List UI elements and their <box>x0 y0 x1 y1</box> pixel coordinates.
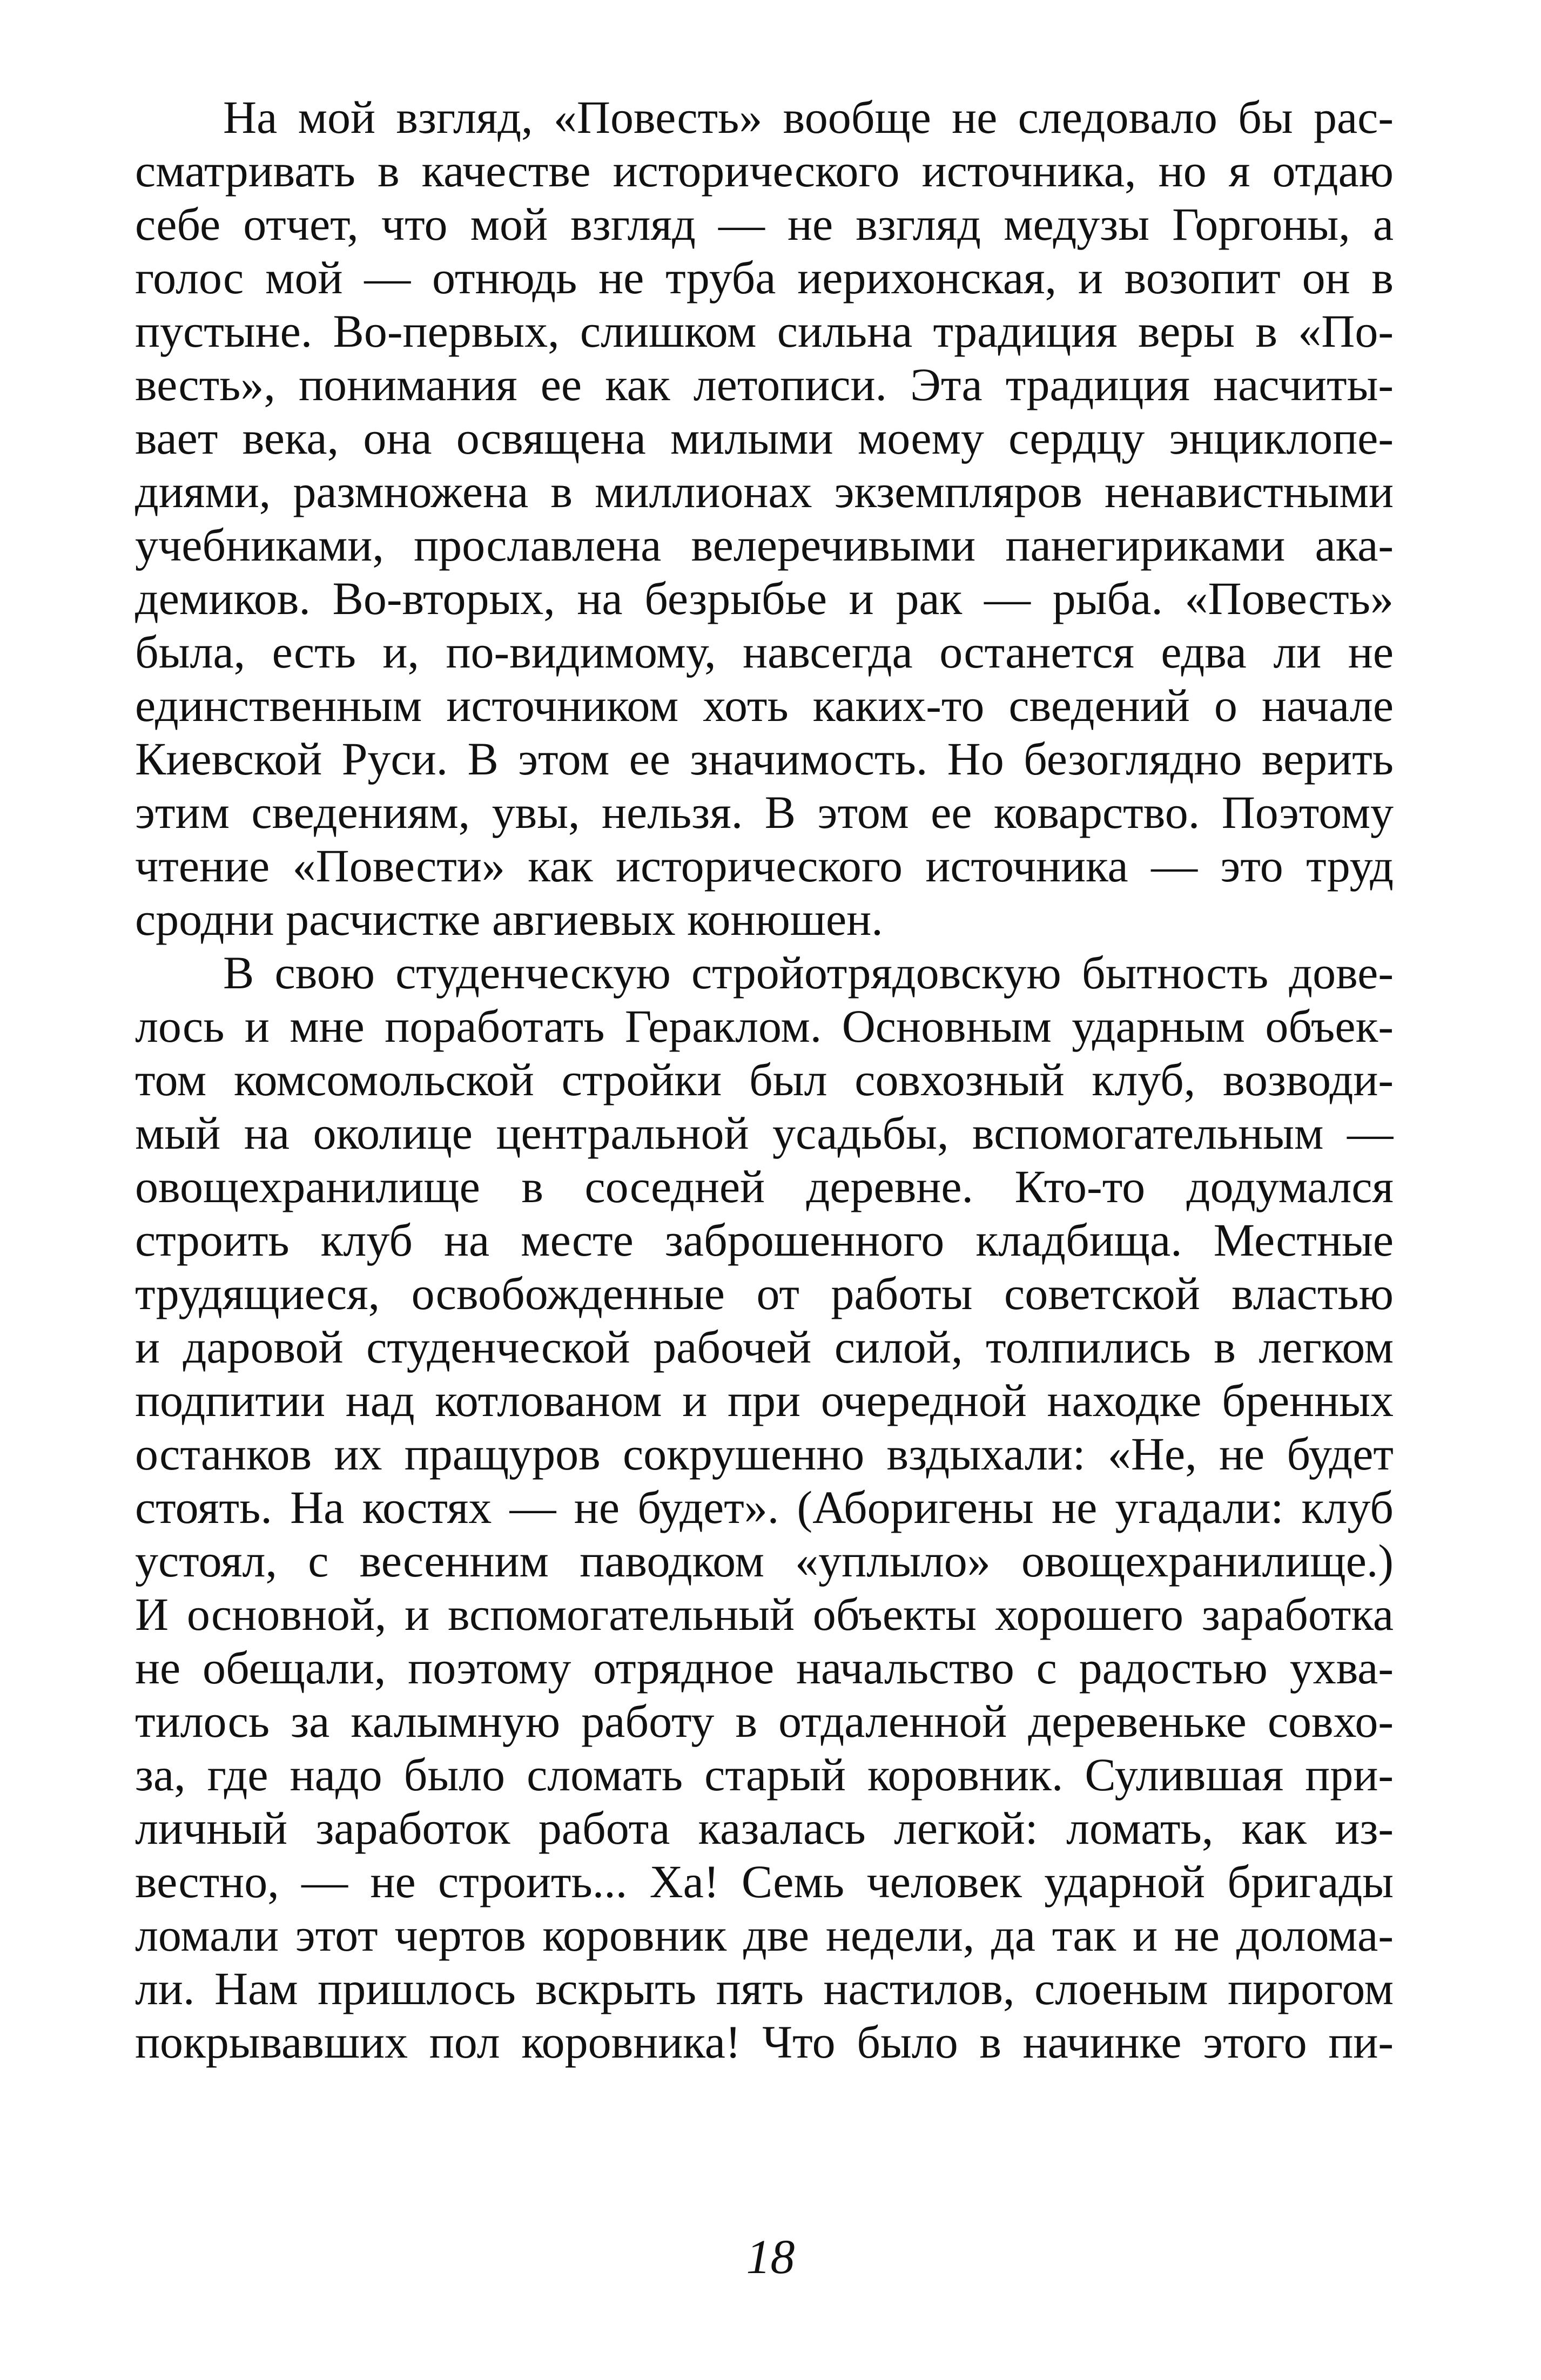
page-number: 18 <box>746 2230 795 2284</box>
text-line: и даровой студенческой рабочей силой, толпились в легком <box>135 1321 1394 1373</box>
text-line: ломали этот чертов коровник две недели, да так и не доломa- <box>135 1909 1394 1961</box>
text-line: лось и мне поработать Гераклом. Основным ударным объек- <box>135 1000 1394 1052</box>
text-line: не обещали, поэтому отрядное начальство с радостью ухва- <box>135 1642 1394 1694</box>
text-line: вает века, она освящена милыми моему сердцу энциклопе- <box>135 412 1394 464</box>
text-line: чтение «Повести» как исторического источника — это труд <box>135 840 1394 892</box>
text-line: себе отчет, что мой взгляд — не взгляд медузы Горгоны, а <box>135 198 1394 250</box>
text-line: останков их пращуров сокрушенно вздыхали: «Не, не будет <box>135 1428 1394 1480</box>
text-line: строить клуб на месте заброшенного кладбища. Местные <box>135 1214 1394 1266</box>
text-line: сродни расчистке авгиевых конюшен. <box>135 893 883 945</box>
text-line: за, где надо было сломать старый коровник. Сулившая при- <box>135 1749 1394 1801</box>
text-line: том комсомольской стройки был совхозный клуб, возводи- <box>135 1054 1394 1105</box>
paragraph-1 <box>135 91 1394 946</box>
text-line: стоять. На костях — не будет». (Аборигены не угадали: клуб <box>135 1481 1394 1533</box>
text-line: овощехранилище в соседней деревне. Кто-то додумался <box>135 1161 1394 1212</box>
text-line: личный заработок работа казалась легкой: ломать, как из- <box>135 1802 1394 1854</box>
text-line: подпитии над котлованом и при очередной находке бренных <box>135 1374 1394 1426</box>
text-line: вестно, — не строить... Ха! Семь человек ударной бригады <box>135 1856 1394 1907</box>
text-line: весть», понимания ее как летописи. Эта традиция насчиты- <box>135 359 1394 410</box>
text-line: мый на околице центральной усадьбы, вспомогательным — <box>135 1107 1394 1159</box>
page-body <box>135 91 1394 2069</box>
text-line: единственным источником хоть каких-то сведений о начале <box>135 679 1394 731</box>
text-line: голос мой — отнюдь не труба иерихонская, и возопит он в <box>135 252 1394 304</box>
text-line: была, есть и, по-видимому, навсегда останется едва ли не <box>135 626 1394 678</box>
text-line: трудящиеся, освобожденные от работы советской властью <box>135 1267 1394 1319</box>
text-line: пустыне. Во-первых, слишком сильна традиция веры в «По- <box>135 305 1394 357</box>
text-line: ли. Нам пришлось вскрыть пять настилов, слоеным пирогом <box>135 1963 1394 2014</box>
text-line: устоял, с весенним паводком «уплыло» овощехранилище.) <box>135 1535 1394 1587</box>
text-line: покрывавших пол коровника! Что было в начинке этого пи- <box>135 2016 1394 2068</box>
text-line: демиков. Во-вторых, на безрыбье и рак — рыба. «Повесть» <box>135 572 1394 624</box>
text-line: учебниками, прославлена велеречивыми панегириками ака- <box>135 519 1394 571</box>
text-line: диями, размножена в миллионах экземпляров ненавистными <box>135 466 1394 517</box>
text-line: сматривать в качестве исторического источника, но я отдаю <box>135 145 1394 197</box>
text-line: И основной, и вспомогательный объекты хорошего заработка <box>135 1588 1394 1640</box>
text-line: тилось за калымную работу в отдаленной деревеньке совхо- <box>135 1695 1394 1747</box>
paragraph-2 <box>135 946 1394 2069</box>
text-line: На мой взгляд, «Повесть» вообще не следовало бы рас- <box>223 91 1394 143</box>
text-line: Киевской Руси. В этом ее значимость. Но безоглядно верить <box>135 733 1394 785</box>
text-line: этим сведениям, увы, нельзя. В этом ее коварство. Поэтому <box>135 786 1394 838</box>
text-line: В свою студенческую стройотрядовскую бытность дове- <box>223 947 1394 999</box>
